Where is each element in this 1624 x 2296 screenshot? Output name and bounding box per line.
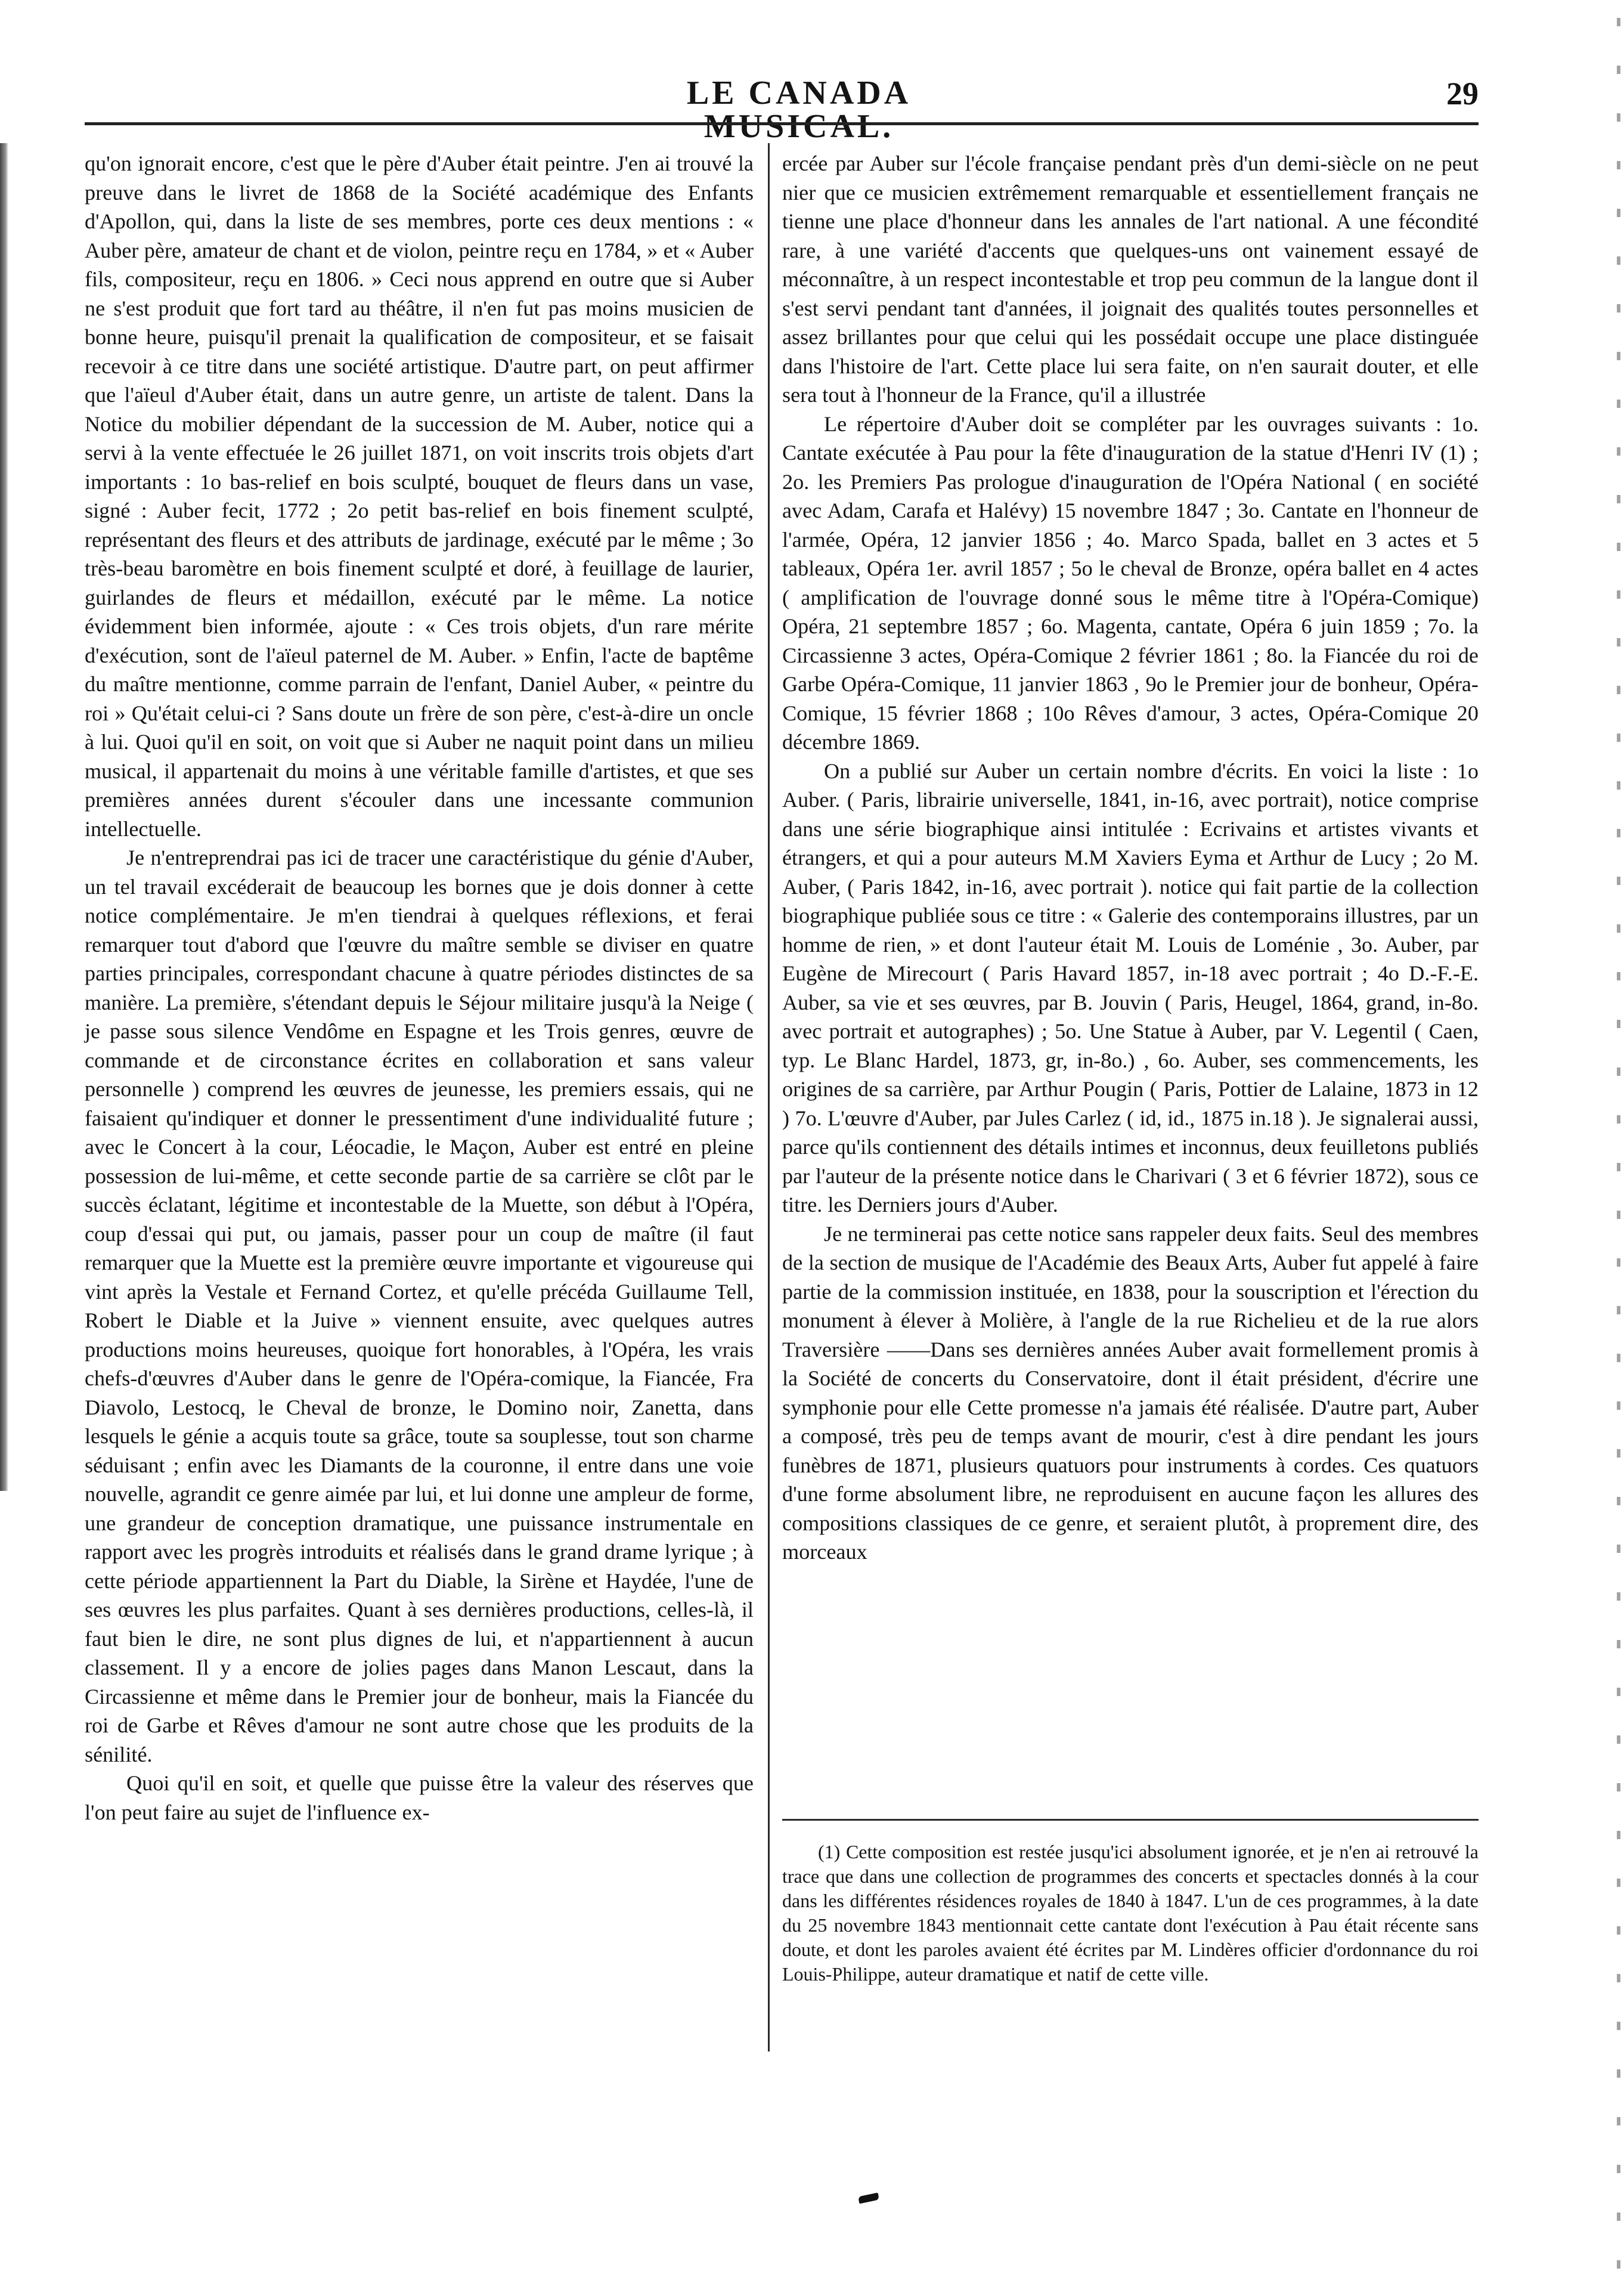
binding-edge-shadow [0, 143, 8, 1491]
paragraph: qu'on ignorait encore, c'est que le père d'Auber était peintre. J'en ai trouvé la preuve dans le livret de 1868 de la Société académique des Enfants d'Apollon, qui, dans la liste de ses membres, porte ces deux mentions : « Auber père, amateur de chant et de violon, peintre reçu en 1784, » et « Auber fils, compositeur, reçu en 1806. » Ceci nous apprend en outre que si Auber ne s'est produit que fort tard au théâtre, il n'en fut pas moins musicien de bonne heure, puisqu'il prenait la qualification de compositeur, et se faisait recevoir à ce titre dans une société artistique. D'autre part, on peut affirmer que l'aïeul d'Auber était, dans un autre genre, un artiste de talent. Dans la Notice du mobilier dépendant de la succession de M. Auber, notice qui a servi à la vente effectuée le 26 juillet 1871, on voit inscrits trois objets d'art importants : 1o bas-relief en bois sculpté, bouquet de fleurs dans un vase, signé : Auber fecit, 1772 ; 2o petit bas-relief en bois finement sculpté, représentant des fleurs et des attributs de jardinage, exécuté par le même ; 3o très-beau baromètre en bois finement sculpté et doré, à feuillage de laurier, guirlandes de fleurs et médaillon, exécuté par le même. La notice évidemment bien informée, ajoute : « Ces trois objets, d'un rare mérite d'exécution, sont de l'aïeul paternel de M. Auber. » Enfin, l'acte de baptême du maître mentionne, comme parrain de l'enfant, Daniel Auber, « peintre du roi » Qu'était celui-ci ? Sans doute un frère de son père, c'est-à-dire un oncle à lui. Quoi qu'il en soit, on voit que si Auber ne naquit point dans un milieu musical, il appartenait du moins à une véritable famille d'artistes, et que ses premières années durent s'écouler dans une incessante communion intellectuelle. [85, 151, 754, 841]
footnote-rule [782, 1819, 1479, 1821]
paragraph: Quoi qu'il en soit, et quelle que puisse être la valeur des réserves que l'on peut faire au sujet de l'influence ex- [85, 1771, 754, 1824]
footnote [782, 1840, 1479, 1986]
paragraph: On a publié sur Auber un certain nombre d'écrits. En voici la liste : 1o Auber. ( Paris, librairie universelle, 1841, in-16, avec portrait), notice comprise dans une série biographique ainsi intitulée : Ecrivains et artistes vivants et étrangers, et qui a pour auteurs M.M Xaviers Eyma et Arthur de Lucy ; 2o M. Auber, ( Paris 1842, in-16, avec portrait ). notice qui fait partie de la collection biographique publiée sous ce titre : « Galerie des contemporains illustres, par un homme de rien, » et dont l'auteur était M. Louis de Loménie , 3o. Auber, par Eugène de Mirecourt ( Paris Havard 1857, in-18 avec portrait ; 4o D.-F.-E. Auber, sa vie et ses œuvres, par B. Jouvin ( Paris, Heugel, 1864, grand, in-8o. avec portrait et autographes) ; 5o. Une Statue à Auber, par V. Legentil ( Caen, typ. Le Blanc Hardel, 1873, gr, in-8o.) , 6o. Auber, ses commencements, les origines de sa carrière, par Arthur Pougin ( Paris, Pottier de Lalaine, 1873 in 12 ) 7o. L'œuvre d'Auber, par Jules Carlez ( id, id., 1875 in.18 ). Je signalerai aussi, parce qu'ils contiennent des détails intimes et inconnus, deux feuilletons publiés par l'auteur de la présente notice dans le Charivari ( 3 et 6 février 1872), sous ce titre. les Derniers jours d'Auber. [782, 759, 1479, 1217]
paragraph: Je n'entreprendrai pas ici de tracer une caractéristique du génie d'Auber, un tel travail excéderait de beaucoup les bornes que je dois donner à cette notice complémentaire. Je m'en tiendrai à quelques réflexions, et ferai remarquer tout d'abord que l'œuvre du maître semble se diviser en quatre parties principales, correspondant chacune à quatre périodes distinctes de sa manière. La première, s'étendant depuis le Séjour militaire jusqu'à la Neige ( je passe sous silence Vendôme en Espagne et les Trois genres, œuvre de commande et de circonstance écrites en collaboration et sans valeur personnelle ) comprend les œuvres de jeunesse, les premiers essais, qui ne faisaient qu'indiquer et donner le pressentiment d'une individualité future ; avec le Concert à la cour, Léocadie, le Maçon, Auber est entré en pleine possession de lui-même, et cette seconde partie de sa carrière se clôt par le succès éclatant, légitime et incontestable de la Muette, son début à l'Opéra, coup d'essai qui put, ou jamais, passer pour un coup de maître (il faut remarquer que la Muette est la première œuvre importante et vigoureuse qui vint après la Vestale et Fernand Cortez, et qu'elle précéda Guillaume Tell, Robert le Diable et la Juive » viennent ensuite, avec quelques autres productions moins heureuses, quoique fort honorables, à l'Opéra, les vrais chefs-d'œuvres d'Auber dans le genre de l'Opéra-comique, la Fiancée, Fra Diavolo, Lestocq, le Cheval de bronze, le Domino noir, Zanetta, dans lesquels le génie a acquis toute sa grâce, toute sa souplesse, tout son charme séduisant ; enfin avec les Diamants de la couronne, il entre dans une voie nouvelle, agrandit ce genre aimée par lui, et lui donne une ampleur de forme, une grandeur de conception dramatique, une puissance instrumentale en rapport avec les progrès introduits et réalisés dans le grand drame lyrique ; à cette période appartiennent la Part du Diable, la Sirène et Haydée, l'une de ses œuvres les plus parfaites. Quant à ses dernières productions, celles-là, il faut bien le dire, ne sont plus dignes de lui, et n'appartiennent à aucun classement. Il y a encore de jolies pages dans Manon Lescaut, dans la Circassienne et même dans le Premier jour de bonheur, mais la Fiancée du roi de Garbe et Rêves d'amour ne sont autre chose que les produits de la sénilité. [85, 846, 754, 1766]
paragraph: ercée par Auber sur l'école française pendant près d'un demi-siècle on ne peut nier que ce musicien extrêmement remarquable et essentiellement français ne tienne une place d'honneur dans les annales de l'art national. A une fécondité rare, à une variété d'accents que quelques-uns ont vainement essayé de méconnaître, à un respect incontestable et trop peu commun de la langue dont il s'est servi pendant tant d'années, il joignait des qualités toutes personnelles et assez brillantes pour que celui qui les possédait occupe une place distinguée dans l'histoire de l'art. Cette place lui sera faite, on n'en saurait douter, et elle sera tout à l'honneur de la France, qu'il a illustrée [782, 151, 1479, 407]
column-divider [768, 143, 770, 2051]
journal-title: LE CANADA MUSICAL. [686, 75, 912, 145]
paragraph: Je ne terminerai pas cette notice sans rappeler deux faits. Seul des membres de la section de musique de l'Académie des Beaux Arts, Auber fut appelé à faire partie de la commission instituée, en 1838, pour la souscription et l'érection du monument à élever à Molière, à l'angle de la rue Richelieu et de la rue alors Traversière ——Dans ses dernières années Auber avait formellement promis à la Société de concerts du Conservatoire, dont il était président, d'écrire une symphonie pour elle Cette promesse n'a jamais été réalisée. D'autre part, Auber a composé, très peu de temps avant de mourir, c'est à dire pendant les jours funèbres de 1871, plusieurs quatuors pour instruments à cordes. Ces quatuors d'une forme absolument libre, ne reproduisent en aucune façon les allures des compositions classiques de ce genre, et seraient plutôt, à proprement dire, des morceaux [782, 1221, 1479, 1564]
footnote-text: (1) Cette composition est restée jusqu'ici absolument ignorée, et je n'en ai retrouvé la trace que dans une collection de programmes des concerts et spectacles donnés à la cour dans les différentes résidences royales de 1840 à 1847. L'un de ces programmes, à la date du 25 novembre 1843 mentionnait cette cantate dont l'exécution à Pau était récente sans doute, et dont les paroles avaient été écrites par M. Lindères officier d'ordonnance du roi Louis-Philippe, auteur dramatique et natif de cette ville. [782, 1841, 1479, 1985]
paragraph: Le répertoire d'Auber doit se compléter par les ouvrages suivants : 1o. Cantate exécutée à Pau pour la fête d'inauguration de la statue d'Henri IV (1) ; 2o. les Premiers Pas prologue d'inauguration de l'Opéra National ( en société avec Adam, Carafa et Halévy) 15 novembre 1847 ; 3o. Cantate en l'honneur de l'armée, Opéra, 12 janvier 1856 ; 4o. Marco Spada, ballet en 3 actes et 5 tableaux, Opéra 1er. avril 1857 ; 5o le cheval de Bronze, opéra ballet en 4 actes ( amplification de l'ouvrage donné sous le même titre à l'Opéra-Comique) Opéra, 21 septembre 1857 ; 6o. Magenta, cantate, Opéra 6 juin 1859 ; 7o. la Circassienne 3 actes, Opéra-Comique 2 février 1861 ; 8o. la Fiancée du roi de Garbe Opéra-Comique, 11 janvier 1863 , 9o le Premier jour de bonheur, Opéra-Comique, 15 février 1868 ; 10o Rêves d'amour, 3 actes, Opéra-Comique 20 décembre 1869. [782, 411, 1479, 754]
page-number: 29 [1446, 76, 1479, 112]
left-column [85, 149, 754, 1827]
right-column [782, 149, 1479, 1567]
right-margin-specks [1617, 0, 1620, 2296]
header-rule [85, 122, 1479, 125]
ink-blot [858, 2193, 879, 2204]
